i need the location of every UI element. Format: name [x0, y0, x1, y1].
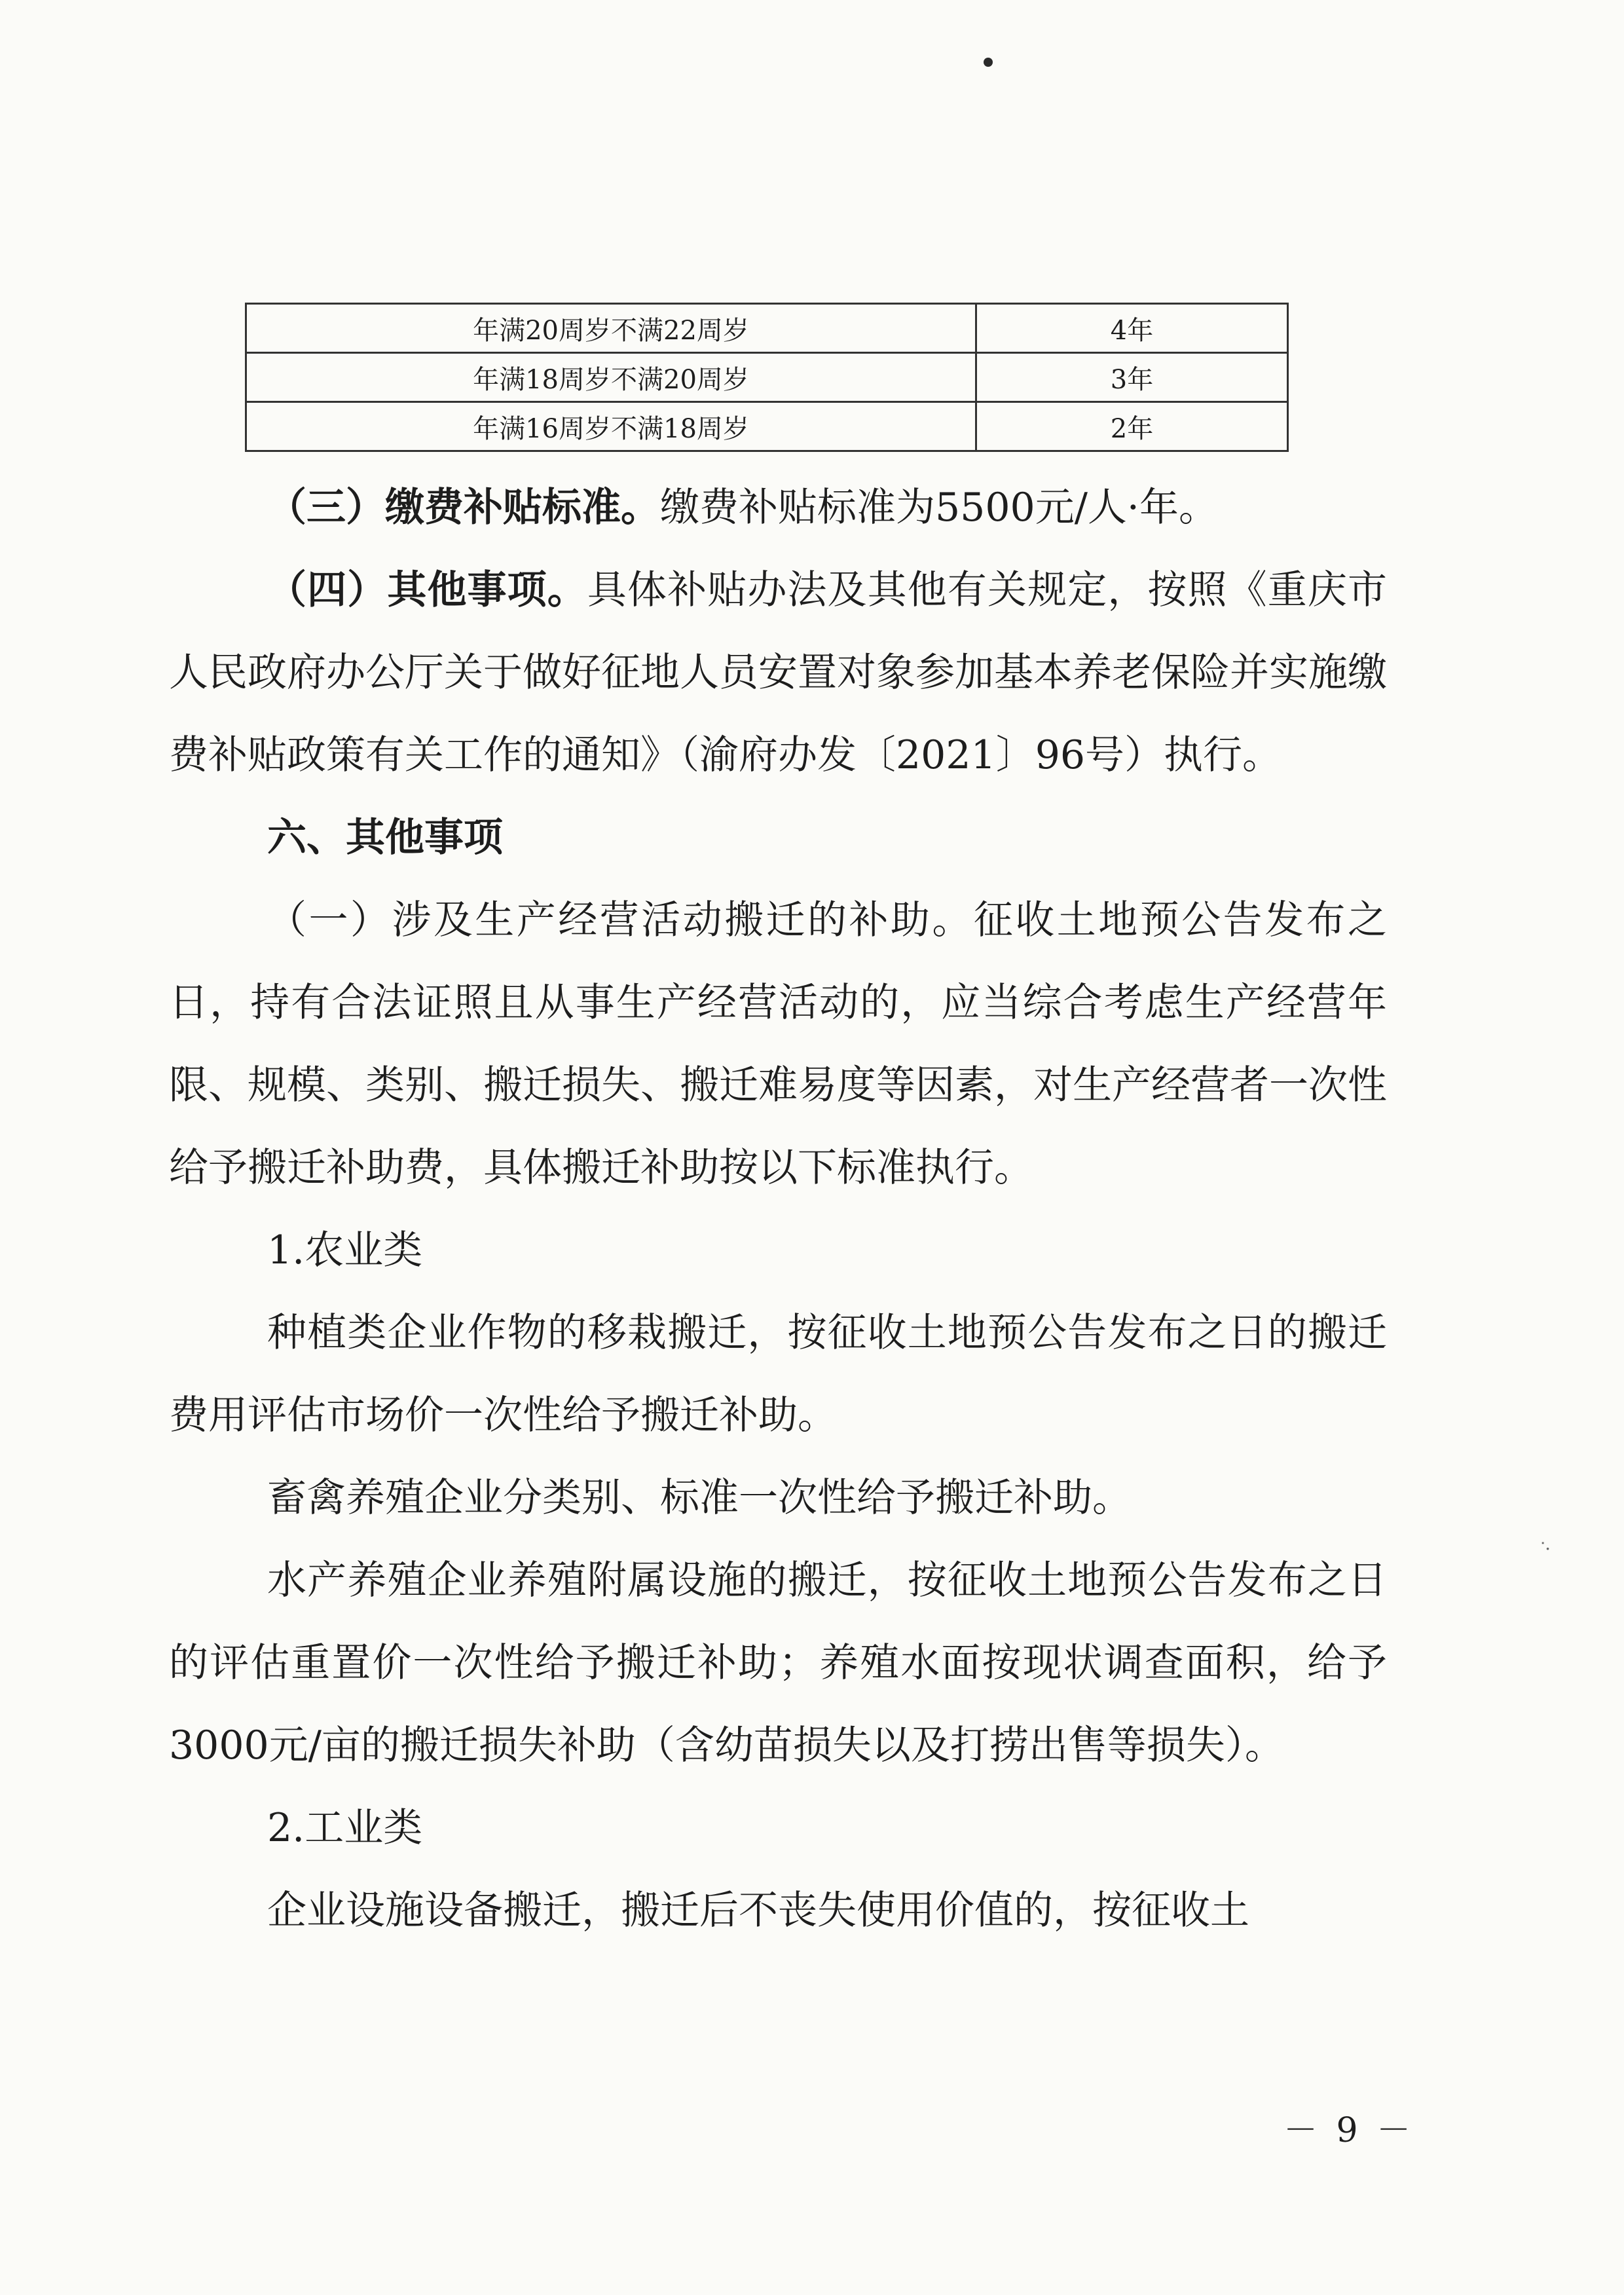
age-years-table — [245, 303, 1289, 452]
table-cell-years: 4年 — [976, 304, 1288, 353]
table-row — [246, 304, 1288, 353]
paragraph-planting: 种植类企业作物的移栽搬迁，按征收土地预公告发布之日的搬迁费用评估市场价一次性给予搬迁补助。 — [169, 1310, 1387, 1438]
page-number: － 9 － — [1283, 2111, 1415, 2150]
paragraph-payment-standard — [169, 466, 1387, 549]
table-row — [246, 402, 1288, 451]
paragraph-other-matters — [169, 549, 1387, 796]
paragraph-heading: （四）其他事项。 — [267, 567, 587, 613]
section-title: 六、其他事项 — [267, 815, 503, 861]
paragraph-livestock: 畜禽养殖企业分类别、标准一次性给予搬迁补助。 — [267, 1475, 1132, 1521]
table-cell-years: 3年 — [976, 353, 1288, 402]
scan-speck — [984, 58, 993, 67]
paragraph-equipment: 企业设施设备搬迁，搬迁后不丧失使用价值的，按征收土 — [267, 1888, 1249, 1933]
paragraph-aquaculture: 水产养殖企业养殖附属设施的搬迁，按征收土地预公告发布之日的评估重置价一次性给予搬迁补助；养殖水面按现状调查面积，给予3000元/亩的搬迁损失补助（含幼苗损失以及打捞出售等损失）。 — [169, 1558, 1387, 1768]
table-cell-condition: 年满18周岁不满20周岁 — [246, 353, 976, 402]
paragraph-text: 缴费补贴标准为5500元/人·年。 — [660, 485, 1218, 531]
paragraph-heading: （三）缴费补贴标准。 — [267, 485, 660, 531]
document-body — [169, 466, 1387, 1952]
subsection-title-industry: 2.工业类 — [267, 1805, 423, 1851]
paragraph-text: 具体补贴办法及其他有关规定，按照《重庆市人民政府办公厅关于做好征地人员安置对象参加基本养老保险并实施缴费补贴政策有关工作的通知》（渝府办发〔2021〕96号）执行。 — [169, 567, 1388, 778]
subsection-title-agriculture: 1.农业类 — [267, 1227, 423, 1273]
paragraph-relocation-subsidy: （一）涉及生产经营活动搬迁的补助。征收土地预公告发布之日，持有合法证照且从事生产经营活动的，应当综合考虑生产经营年限、规模、类别、搬迁损失、搬迁难易度等因素，对生产经营者一次性给予搬迁补助费，具体搬迁补助按以下标准执行。 — [169, 897, 1387, 1191]
table-cell-condition: 年满16周岁不满18周岁 — [246, 402, 976, 451]
table-cell-condition: 年满20周岁不满22周岁 — [246, 304, 976, 353]
scan-mark: ᐧ. — [1540, 1533, 1551, 1554]
table-cell-years: 2年 — [976, 402, 1288, 451]
table-row — [246, 353, 1288, 402]
